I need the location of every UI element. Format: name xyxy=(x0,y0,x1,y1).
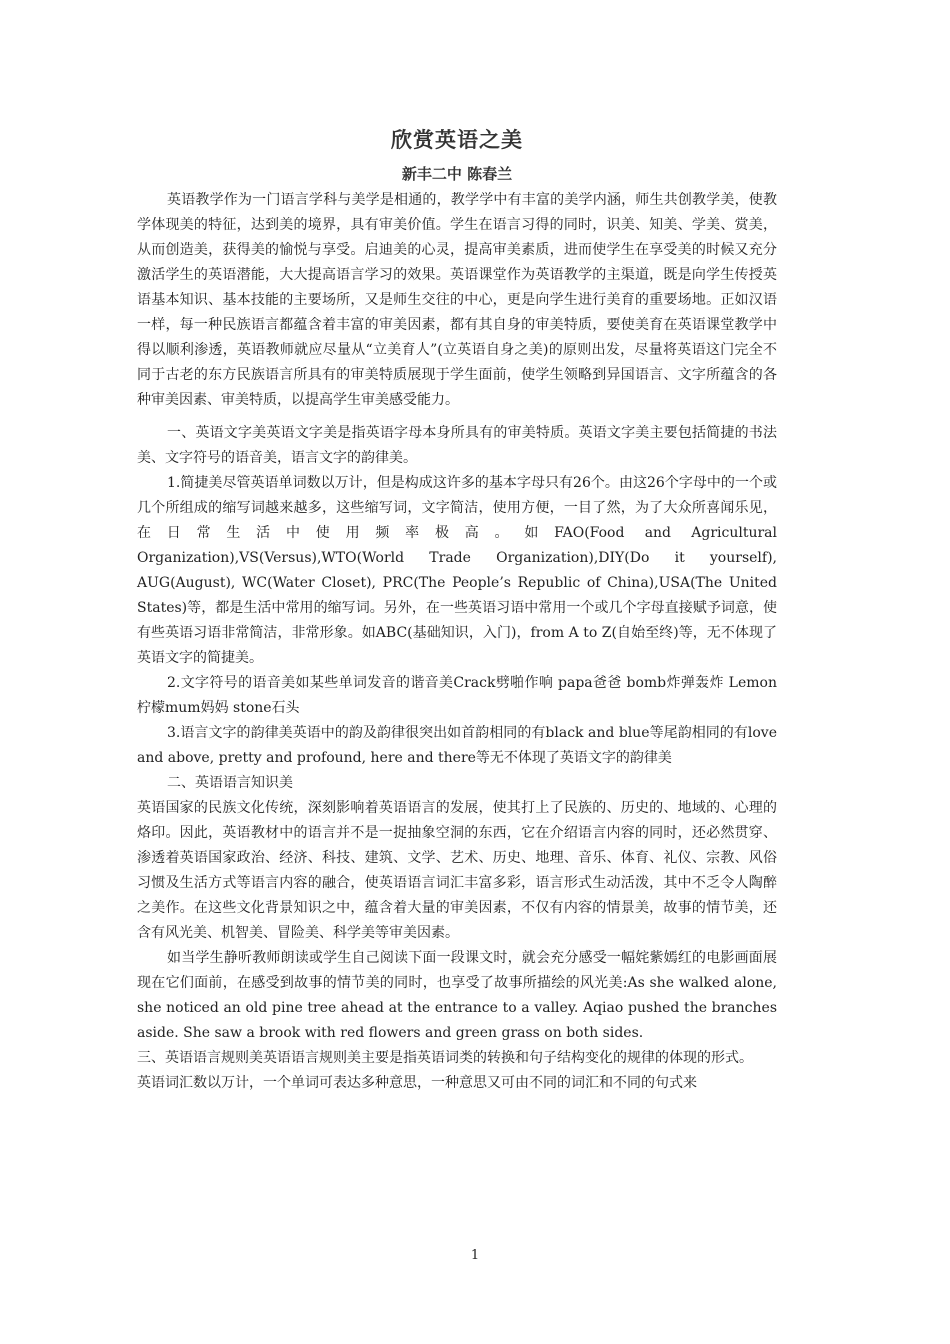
document-title: 欣赏英语之美 xyxy=(391,127,523,152)
section3-continued-paragraph: 英语词汇数以万计，一个单词可表达多种意思，一种意思又可由不同的词汇和不同的句式来 xyxy=(137,1075,697,1091)
section1-item3-paragraph: 3.语言文字的韵律美英语中的韵及韵律很突出如首韵相同的有black and blue等尾韵相同的有love and above, pretty and profound, here and there等无不体现了英语文字的韵律美 xyxy=(137,725,777,766)
section2-paragraph: 英语国家的民族文化传统，深刻影响着英语语言的发展，使其打上了民族的、历史的、地域的、心理的烙印。因此，英语教材中的语言并不是一捉抽象空洞的东西，它在介绍语言内容的同时，还必然贯穿、渗透着英语国家政治、经济、科技、建筑、文学、艺术、历史、地理、音乐、体育、礼仪、宗教、风俗习惯及生活方式等语言内容的融合，使英语语言词汇丰富多彩，语言形式生动活泼，其中不乏令人陶醉之美作。在这些文化背景知识之中，蕴含着大量的审美因素，不仅有内容的情景美，故事的情节美，还含有风光美、机智美、冒险美、科学美等审美因素。 xyxy=(137,800,777,941)
document-body xyxy=(137,188,777,1096)
section3-paragraph: 三、英语语言规则美英语语言规则美主要是指英语词类的转换和句子结构变化的规律的体现的形式。 xyxy=(137,1050,753,1066)
page-number: 1 xyxy=(470,1248,480,1263)
section2-heading: 二、英语语言知识美 xyxy=(167,775,293,791)
section2-example-paragraph: 如当学生静听教师朗读或学生自己阅读下面一段课文时，就会充分感受一幅姹紫嫣红的电影画面展现在它们面前，在感受到故事的情节美的同时，也享受了故事所描绘的风光美:As she walked alone, she noticed an old pine tree ahead at the entrance to a valley. Aqiao pushed the branches aside. She saw a brook with red flowers and green grass on both sides. xyxy=(137,950,777,1041)
section1-item2-paragraph: 2.文字符号的语音美如某些单词发音的谐音美Crack劈啪作响 papa爸爸 bomb炸弹轰炸 Lemon柠檬mum妈妈 stone石头 xyxy=(137,675,777,716)
intro-paragraph: 英语教学作为一门语言学科与美学是相通的，教学学中有丰富的美学内涵，师生共创教学美，使教学体现美的特征，达到美的境界，具有审美价值。学生在语言习得的同时，识美、知美、学美、赏美，从而创造美，获得美的愉悦与享受。启迪美的心灵，提高审美素质，进而使学生在享受美的时候又充分激活学生的英语潜能，大大提高语言学习的效果。英语课堂作为英语教学的主渠道，既是向学生传授英语基本知识、基本技能的主要场所，又是师生交往的中心，更是向学生进行美育的重要场地。正如汉语一样，每一种民族语言都蕴含着丰富的审美因素，都有其自身的审美特质，要使美育在英语课堂教学中得以顺利渗透，英语教师就应尽量从“立美育人”(立英语自身之美)的原则出发，尽量将英语这门完全不同于古老的东方民族语言所具有的审美特质展现于学生面前，使学生领略到异国语言、文字所蕴含的各种审美因素、审美特质，以提高学生审美感受能力。 xyxy=(137,192,777,408)
section1-paragraph: 一、英语文字美英语文字美是指英语字母本身所具有的审美特质。英语文字美主要包括简捷的书法美、文字符号的语音美，语言文字的韵律美。 xyxy=(137,425,777,466)
document-author: 新丰二中 陈春兰 xyxy=(401,165,513,183)
section1-item1-paragraph: 1.简捷美尽管英语单词数以万计，但是构成这许多的基本字母只有26个。由这26个字母中的一个或几个所组成的缩写词越来越多，这些缩写词，文字简洁，使用方便，一目了然，为了大众所喜闻乐见，在日常生活中使用频率极高。如FAO(Food and Agricultural Organization),VS(Versus),WTO(World Trade Organization),DIY(Do it yourself), AUG(August), WC(Water Closet), PRC(The People’s Republic of China),USA(The United States)等，都是生活中常用的缩写词。另外，在一些英语习语中常用一个或几个字母直接赋予词意，使有些英语习语非常简洁，非常形象。如ABC(基础知识，入门)，from A to Z(自始至终)等，无不体现了英语文字的简捷美。 xyxy=(137,475,777,666)
